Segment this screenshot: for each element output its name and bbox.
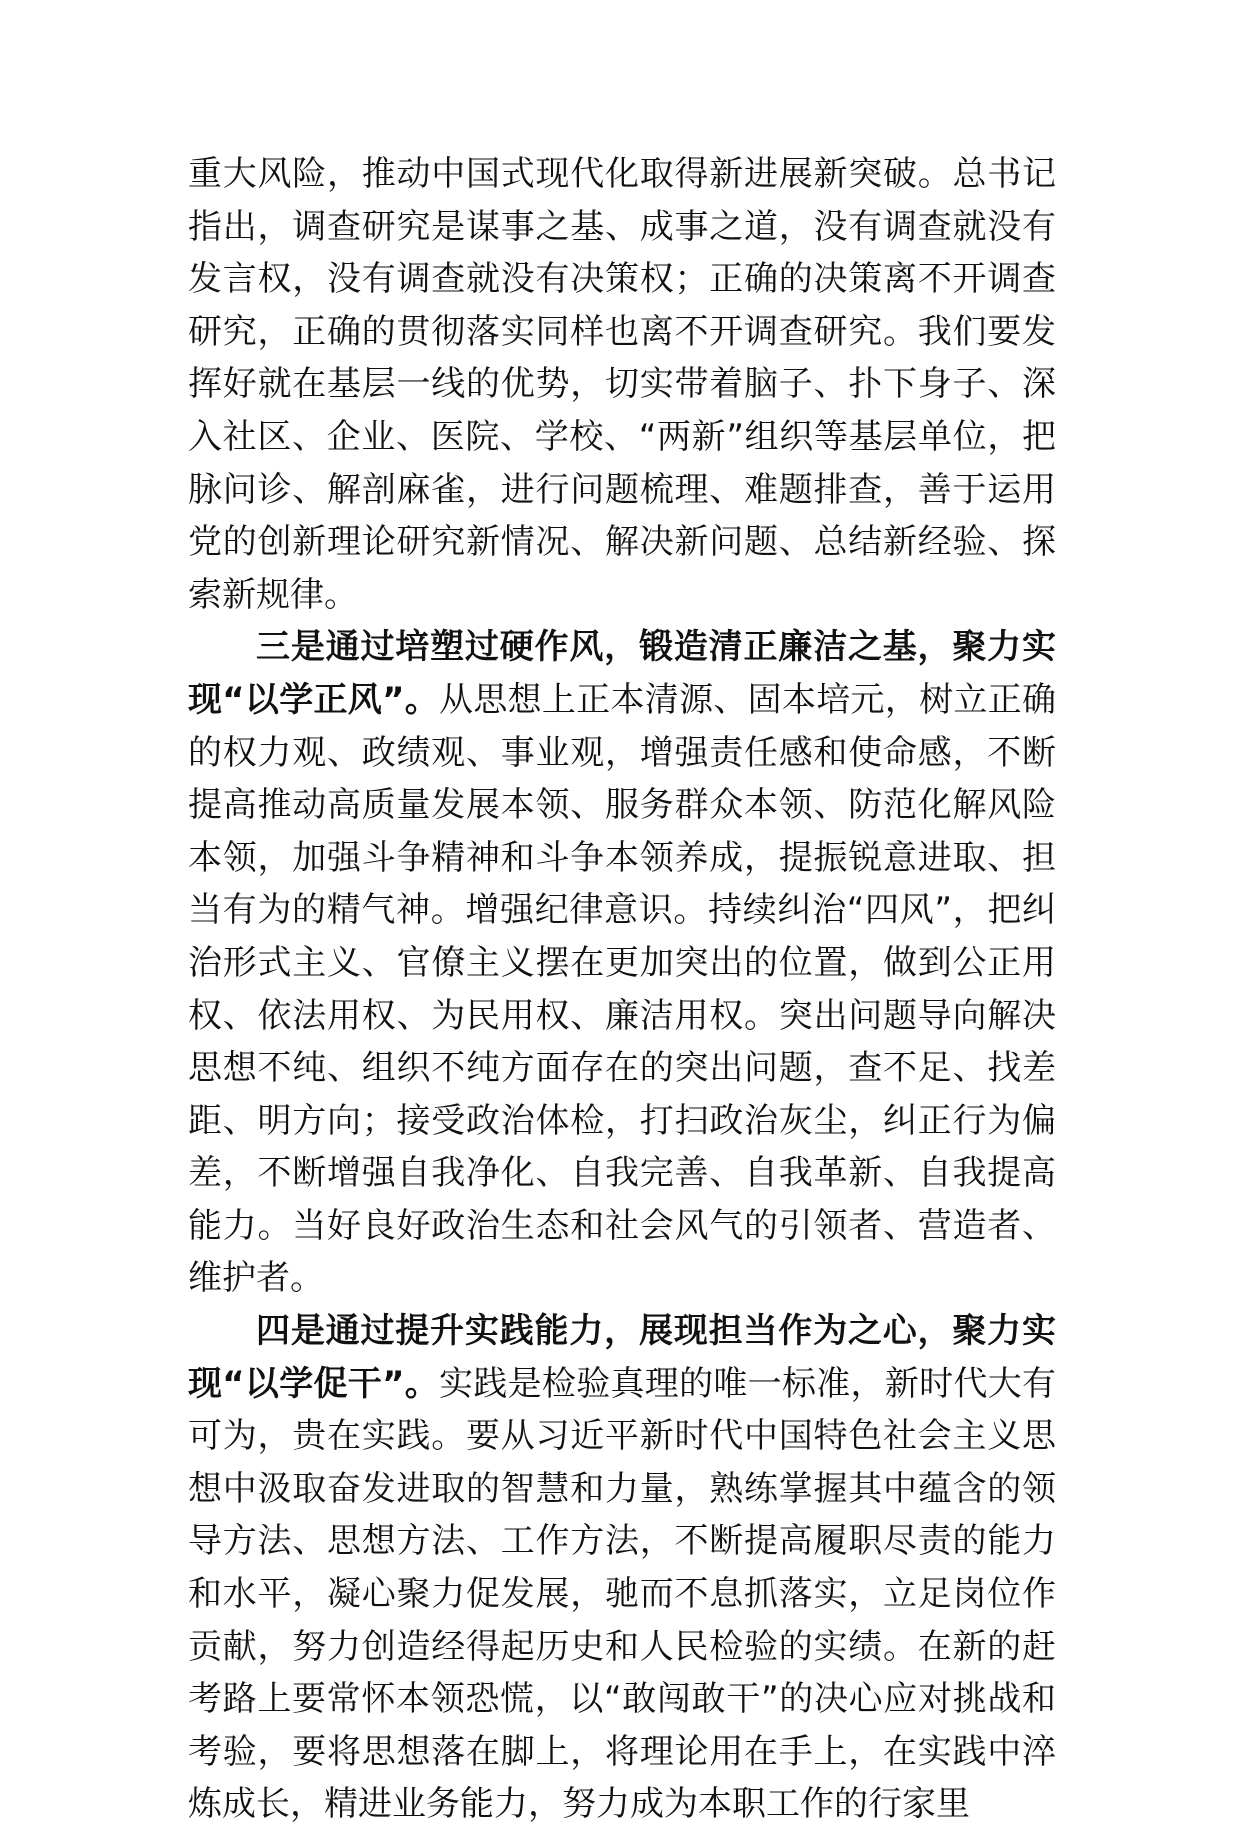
paragraph-2-heading: 三是通过培塑过硬作风，锻造清正廉洁之基，聚力实现“以学正风”。 xyxy=(188,627,1056,720)
document-page xyxy=(188,148,1056,1831)
paragraph-2-text: 从思想上正本清源、固本培元，树立正确的权力观、政绩观、事业观，增强责任感和使命感，不断提高推动高质量发展本领、服务群众本领、防范化解风险本领，加强斗争精神和斗争本领养成，提振锐意进取、担当有为的精气神。增强纪律意识。持续纠治“四风”，把纠治形式主义、官僚主义摆在更加突出的位置，做到公正用权、依法用权、为民用权、廉洁用权。突出问题导向解决思想不纯、组织不纯方面存在的突出问题，查不足、找差距、明方向；接受政治体检，打扫政治灰尘，纠正行为偏差，不断增强自我净化、自我完善、自我革新、自我提高能力。当好良好政治生态和社会风气的引领者、营造者、维护者。 xyxy=(188,679,1056,1299)
paragraph-3-text: 实践是检验真理的唯一标准，新时代大有可为，贵在实践。要从习近平新时代中国特色社会主义思想中汲取奋发进取的智慧和力量，熟练掌握其中蕴含的领导方法、思想方法、工作方法，不断提高履职尽责的能力和水平，凝心聚力促发展，驰而不息抓落实，立足岗位作贡献，努力创造经得起历史和人民检验的实绩。在新的赶考路上要常怀本领恐慌，以“敢闯敢干”的决心应对挑战和考验，要将思想落在脚上，将理论用在手上，在实践中淬炼成长，精进业务能力，努力成为本职工作的行家里 xyxy=(188,1363,1056,1825)
paragraph-3-heading: 四是通过提升实践能力，展现担当作为之心，聚力实现“以学促干”。 xyxy=(188,1311,1056,1404)
paragraph-1 xyxy=(188,148,1056,621)
paragraph-2 xyxy=(188,621,1056,1305)
paragraph-3 xyxy=(188,1305,1056,1831)
paragraph-1-text: 重大风险，推动中国式现代化取得新进展新突破。总书记指出，调查研究是谋事之基、成事之道，没有调查就没有发言权，没有调查就没有决策权；正确的决策离不开调查研究，正确的贯彻落实同样也离不开调查研究。我们要发挥好就在基层一线的优势，切实带着脑子、扑下身子、深入社区、企业、医院、学校、“两新”组织等基层单位，把脉问诊、解剖麻雀，进行问题梳理、难题排查，善于运用党的创新理论研究新情况、解决新问题、总结新经验、探索新规律。 xyxy=(188,154,1056,615)
